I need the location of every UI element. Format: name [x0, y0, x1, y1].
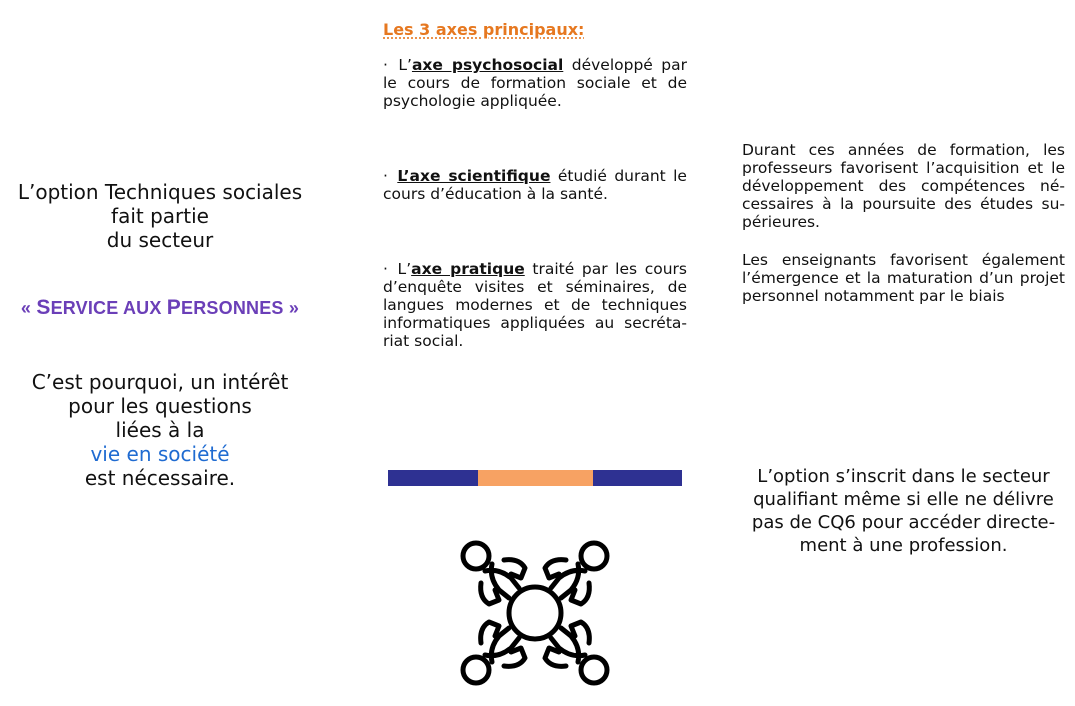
axis-item-psychosocial: [383, 56, 687, 110]
axis-description: développé par le cours de formation sociale et de psychologie appliquée.: [383, 56, 687, 110]
intro-line: L’option Techniques sociales: [17, 180, 303, 204]
formation-paragraph: Durant ces années de formation, les professeurs favorisent l’acquisition et le développement des compétences nécessaires à la poursuite des études supérieures.: [742, 141, 1065, 231]
sector-word-2: ERSONNES: [181, 298, 284, 318]
intro-line: du secteur: [106, 228, 214, 252]
quote-close: »: [283, 298, 300, 318]
left-column: [0, 0, 320, 706]
closing-line: ment à une profession.: [799, 535, 1008, 556]
band-segment-blue-right: [593, 470, 682, 486]
axis-name: axe pratique: [411, 260, 525, 278]
bullet-icon: ·: [383, 260, 388, 278]
interest-line: pour les questions: [68, 394, 252, 418]
interest-text: [0, 370, 320, 490]
sector-word-1: ERVICE AUX: [50, 298, 167, 318]
sector-initial-s: S: [36, 296, 51, 319]
interest-prefix: liées à la: [115, 418, 205, 442]
sector-heading: [0, 296, 320, 320]
band-segment-blue-left: [388, 470, 478, 486]
axis-prefix: L’: [389, 260, 412, 278]
interest-line: est nécessaire.: [84, 466, 236, 490]
band-segment-orange: [478, 470, 593, 486]
axis-description: traité par les cours d’enquête visites et séminaires, de langues modernes et de techniques informatiques appliquées au secrétariat social.: [383, 260, 687, 350]
sector-initial-p: P: [166, 296, 182, 319]
intro-text: [0, 180, 320, 252]
axis-name: axe psychosocial: [411, 56, 564, 74]
bullet-icon: ·: [383, 167, 388, 185]
axis-prefix: L’: [389, 56, 412, 74]
middle-column: [383, 0, 688, 706]
people-circle-icon: [459, 538, 611, 688]
bullet-icon: ·: [383, 56, 388, 74]
interest-line: C’est pourquoi, un intérêt: [31, 370, 289, 394]
axis-description: étudié durant le cours d’éducation à la santé.: [383, 167, 687, 203]
interest-line: [0, 418, 320, 466]
highlight-vie-en-societe: vie en société: [90, 442, 230, 466]
closing-line: L’option s’inscrit dans le secteur: [757, 466, 1050, 487]
decorative-color-band: [388, 470, 682, 486]
closing-text: [742, 465, 1065, 557]
closing-line: pas de CQ6 pour accéder directe-: [751, 512, 1056, 533]
axis-item-scientifique: [383, 167, 687, 203]
quote-open: «: [20, 298, 37, 318]
closing-line: qualifiant même si elle ne délivre: [753, 489, 1054, 510]
right-column: [742, 0, 1065, 706]
axis-name: L’axe scientifique: [397, 167, 551, 185]
projet-paragraph: Les enseignants favorisent également l’émergence et la maturation d’un projet personnel notamment par le biais: [742, 251, 1065, 305]
axis-item-pratique: [383, 260, 687, 350]
axes-title: Les 3 axes principaux:: [383, 20, 585, 39]
intro-line: fait partie: [111, 204, 209, 228]
